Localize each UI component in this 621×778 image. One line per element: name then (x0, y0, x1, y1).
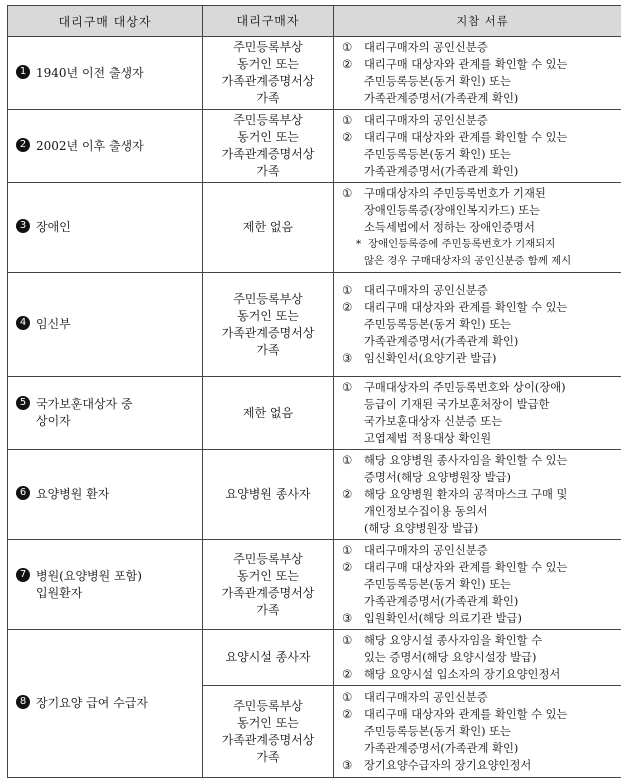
document-line (342, 350, 621, 367)
item-text: 장기요양수급자의 장기요양인정서 (364, 759, 531, 772)
target-label: 1940년 이전 출생자 (36, 65, 144, 82)
document-line (342, 299, 621, 316)
item-text: (해당 요양병원장 발급) (364, 522, 478, 535)
document-line (342, 610, 621, 627)
item-text: 가족관계증명서(가족관계 확인) (364, 595, 518, 608)
document-line (342, 757, 621, 774)
target-cell (8, 377, 203, 450)
row-number-badge: 2 (16, 138, 30, 152)
item-text: 대리구매 대상자와 관계를 확인할 수 있는 (364, 301, 567, 314)
document-line (342, 163, 621, 180)
buyer-label: 주민등록부상 동거인 또는 가족관계증명서상 가족 (222, 40, 315, 105)
document-line (342, 316, 621, 333)
buyer-label: 주민등록부상 동거인 또는 가족관계증명서상 가족 (222, 699, 315, 764)
header-documents: 지참 서류 (334, 6, 621, 37)
item-marker: ① (342, 452, 364, 469)
buyer-label: 제한 없음 (243, 406, 293, 420)
target-cell (8, 540, 203, 630)
item-text: 입원확인서(해당 의료기관 발급) (364, 612, 522, 625)
document-line (342, 112, 621, 129)
target-label: 병원(요양병원 포함) 입원환자 (36, 568, 142, 602)
header-row (8, 6, 621, 37)
item-text: 해당 요양병원 종사자임을 확인할 수 있는 (364, 454, 567, 467)
document-line (342, 469, 621, 486)
documents-cell (334, 630, 621, 686)
item-text: 대리구매자의 공인신분증 (364, 691, 488, 704)
table-row (8, 630, 621, 686)
row-number-badge: 7 (16, 568, 30, 582)
item-marker: ③ (342, 610, 364, 627)
row-number-badge: 5 (16, 396, 30, 410)
item-text: 대리구매자의 공인신분증 (364, 544, 488, 557)
document-line (342, 740, 621, 757)
buyer-label: 주민등록부상 동거인 또는 가족관계증명서상 가족 (222, 113, 315, 178)
item-text: 구매대상자의 주민등록번호와 상이(장애) (364, 381, 566, 394)
document-line (342, 689, 621, 706)
table-row (8, 377, 621, 450)
item-marker: ① (342, 282, 364, 299)
item-text: 대리구매 대상자와 관계를 확인할 수 있는 (364, 131, 567, 144)
item-text: 가족관계증명서(가족관계 확인) (364, 165, 518, 178)
item-text: 있는 증명서(해당 요양시설장 발급) (364, 651, 536, 664)
documents-cell (334, 37, 621, 110)
target-label: 장애인 (36, 219, 71, 236)
item-text: 국가보훈대상자 신분증 또는 (364, 415, 502, 428)
proxy-purchase-table (7, 5, 621, 778)
target-label: 요양병원 환자 (36, 486, 109, 503)
buyer-label: 요양시설 종사자 (226, 650, 311, 664)
row-number-badge: 4 (16, 316, 30, 330)
document-line (342, 576, 621, 593)
buyer-cell (203, 37, 334, 110)
document-line (342, 56, 621, 73)
documents-cell (334, 686, 621, 778)
document (7, 5, 614, 778)
item-marker: ② (342, 299, 364, 316)
document-line (342, 706, 621, 723)
item-marker: ③ (342, 350, 364, 367)
row-number-badge: 1 (16, 65, 30, 79)
document-line (342, 202, 621, 219)
documents-cell (334, 540, 621, 630)
row-number-badge: 8 (16, 695, 30, 709)
item-text: 주민등록등본(동거 확인) 또는 (364, 318, 511, 331)
item-text: 등급이 기재된 국가보훈처장이 발급한 (364, 398, 549, 411)
table-row (8, 110, 621, 183)
document-line (342, 396, 621, 413)
item-marker: ① (342, 689, 364, 706)
target-cell (8, 630, 203, 778)
document-line (342, 486, 621, 503)
document-line (342, 430, 621, 447)
item-text: 주민등록등본(동거 확인) 또는 (364, 725, 511, 738)
item-text: 주민등록등본(동거 확인) 또는 (364, 148, 511, 161)
document-line (342, 185, 621, 202)
table-row (8, 450, 621, 540)
table-row (8, 183, 621, 273)
buyer-cell (203, 686, 334, 778)
item-text: 해당 요양병원 환자의 공적마스크 구매 및 (364, 488, 567, 501)
buyer-label: 제한 없음 (243, 220, 293, 234)
item-marker: * (356, 236, 368, 253)
target-label: 임신부 (36, 316, 71, 333)
item-text: 구매대상자의 주민등록번호가 기재된 (364, 187, 546, 200)
target-label: 2002년 이후 출생자 (36, 138, 144, 155)
documents-cell (334, 273, 621, 377)
document-line (342, 333, 621, 350)
document-line (342, 146, 621, 163)
target-cell (8, 110, 203, 183)
item-text: 소득세법에서 정하는 장애인증명서 (364, 221, 535, 234)
target-cell (8, 273, 203, 377)
buyer-label: 주민등록부상 동거인 또는 가족관계증명서상 가족 (222, 552, 315, 617)
item-marker: ① (342, 542, 364, 559)
buyer-label: 주민등록부상 동거인 또는 가족관계증명서상 가족 (222, 292, 315, 357)
buyer-label: 요양병원 종사자 (226, 487, 311, 501)
item-marker: ② (342, 486, 364, 503)
document-line (342, 593, 621, 610)
documents-cell (334, 377, 621, 450)
item-marker: ② (342, 56, 364, 73)
header-target: 대리구매 대상자 (8, 6, 203, 37)
item-text: 대리구매 대상자와 관계를 확인할 수 있는 (364, 561, 567, 574)
document-line (342, 649, 621, 666)
documents-cell (334, 450, 621, 540)
header-buyer: 대리구매자 (203, 6, 334, 37)
document-line (342, 379, 621, 396)
item-marker: ③ (342, 757, 364, 774)
table-row (8, 37, 621, 110)
item-text: 증명서(해당 요양병원장 발급) (364, 471, 511, 484)
item-marker: ② (342, 706, 364, 723)
item-text: 대리구매자의 공인신분증 (364, 41, 488, 54)
item-text: 장애인등록증에 주민등록번호가 기재되지 (368, 238, 555, 250)
document-line (342, 219, 621, 236)
item-marker: ② (342, 129, 364, 146)
target-label: 국가보훈대상자 중 상이자 (36, 396, 133, 430)
buyer-cell (203, 630, 334, 686)
document-line (342, 503, 621, 520)
row-number-badge: 3 (16, 219, 30, 233)
item-text: 고엽제법 적용대상 확인원 (364, 432, 491, 445)
item-text: 주민등록등본(동거 확인) 또는 (364, 578, 511, 591)
item-text: 장애인등록증(장애인복지카드) 또는 (364, 204, 540, 217)
document-note (342, 236, 621, 253)
buyer-cell (203, 273, 334, 377)
item-marker: ① (342, 112, 364, 129)
item-marker: ① (342, 632, 364, 649)
item-marker: ① (342, 185, 364, 202)
document-line (342, 413, 621, 430)
item-marker: ① (342, 39, 364, 56)
documents-cell (334, 110, 621, 183)
item-text: 가족관계증명서(가족관계 확인) (364, 335, 518, 348)
document-line (342, 73, 621, 90)
table-row (8, 273, 621, 377)
table-row (8, 540, 621, 630)
item-text: 대리구매자의 공인신분증 (364, 114, 488, 127)
document-line (342, 666, 621, 683)
item-text: 해당 요양시설 입소자의 장기요양인정서 (364, 668, 560, 681)
target-cell (8, 183, 203, 273)
document-line (342, 723, 621, 740)
buyer-cell (203, 183, 334, 273)
item-marker: ① (342, 379, 364, 396)
document-line (342, 520, 621, 537)
item-text: 가족관계증명서(가족관계 확인) (364, 742, 518, 755)
item-text: 해당 요양시설 종사자임을 확인할 수 (364, 634, 542, 647)
document-line (342, 542, 621, 559)
buyer-cell (203, 110, 334, 183)
documents-cell (334, 183, 621, 273)
target-cell (8, 37, 203, 110)
buyer-cell (203, 377, 334, 450)
item-text: 가족관계증명서(가족관계 확인) (364, 92, 518, 105)
document-line (342, 452, 621, 469)
document-line (342, 129, 621, 146)
item-text: 개인정보수집이용 동의서 (364, 505, 488, 518)
target-cell (8, 450, 203, 540)
item-text: 주민등록등본(동거 확인) 또는 (364, 75, 511, 88)
document-note (342, 253, 621, 270)
document-line (342, 39, 621, 56)
item-marker: ② (342, 666, 364, 683)
buyer-cell (203, 450, 334, 540)
item-text: 대리구매자의 공인신분증 (364, 284, 488, 297)
item-text: 임신확인서(요양기관 발급) (364, 352, 496, 365)
document-line (342, 632, 621, 649)
item-marker: ② (342, 559, 364, 576)
target-label: 장기요양 급여 수급자 (36, 695, 148, 712)
document-line (342, 90, 621, 107)
item-text: 대리구매 대상자와 관계를 확인할 수 있는 (364, 708, 567, 721)
item-text: 않은 경우 구매대상자의 공인신분증 함께 제시 (364, 255, 571, 267)
document-line (342, 559, 621, 576)
buyer-cell (203, 540, 334, 630)
item-text: 대리구매 대상자와 관계를 확인할 수 있는 (364, 58, 567, 71)
row-number-badge: 6 (16, 486, 30, 500)
document-line (342, 282, 621, 299)
